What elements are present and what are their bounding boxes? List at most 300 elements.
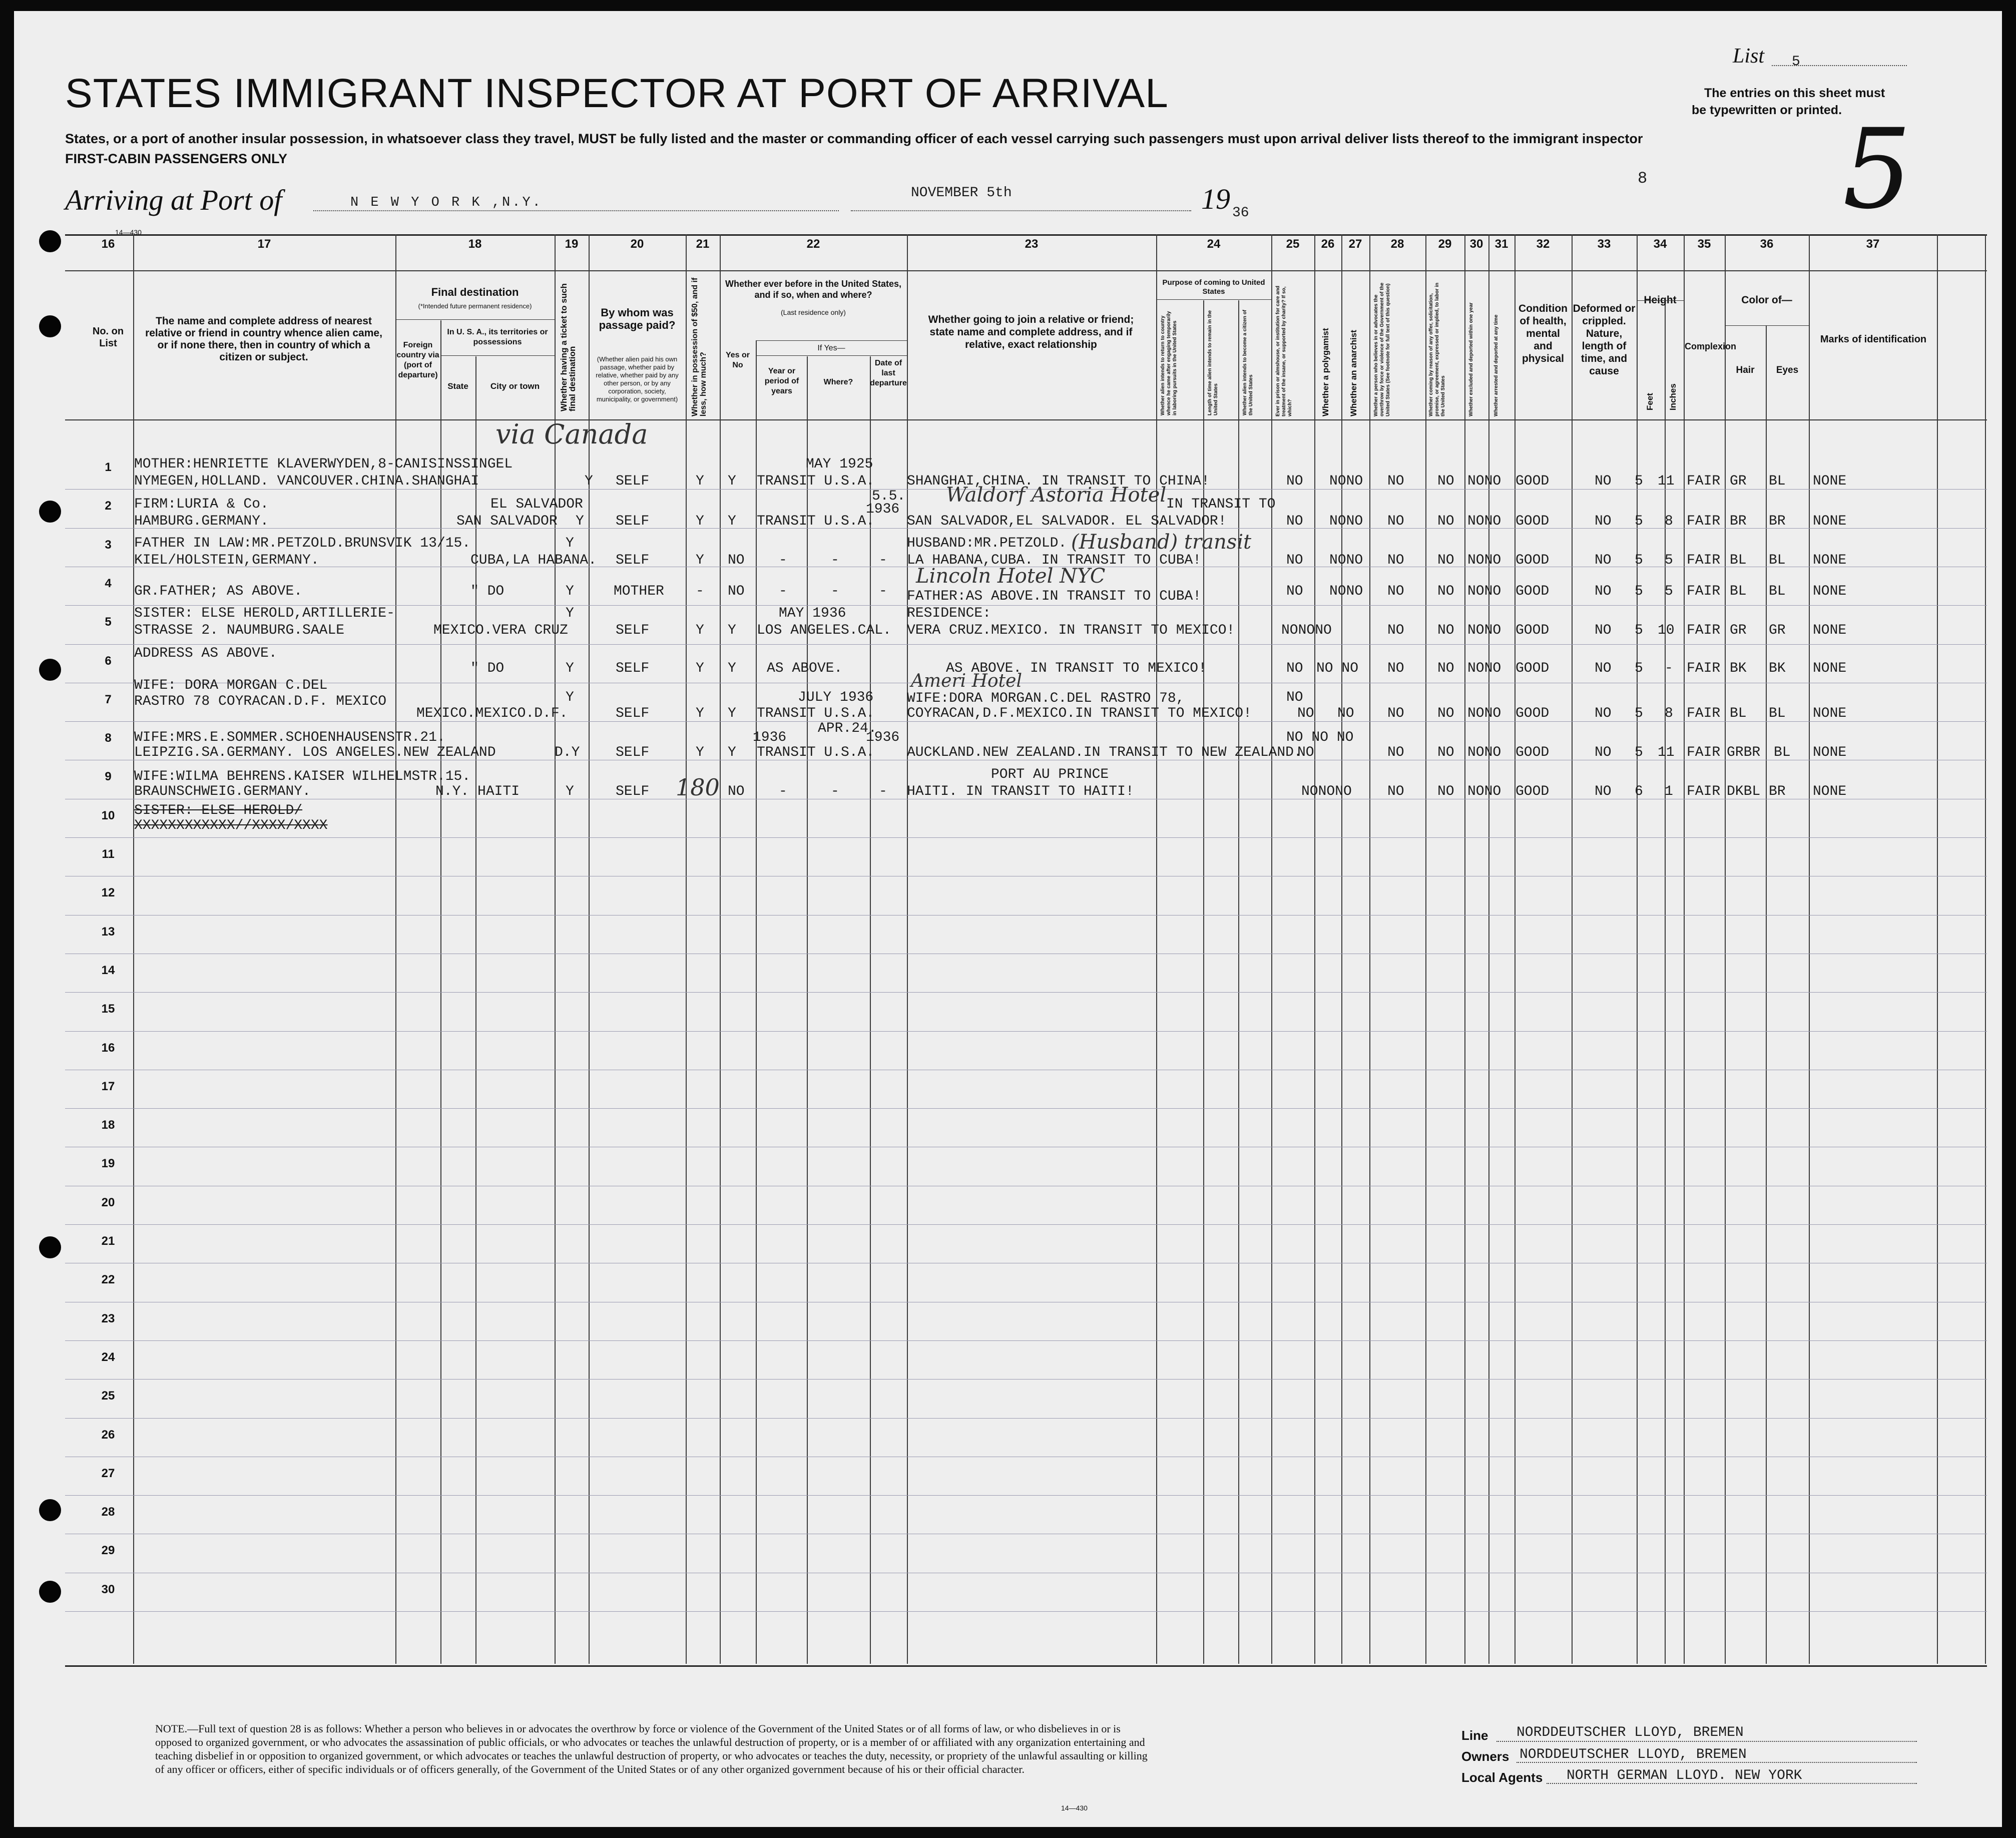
- row-rule: [65, 1418, 1987, 1419]
- table-cell: Y: [728, 661, 736, 676]
- table-cell: NO NO: [1316, 661, 1359, 676]
- table-cell: Y: [696, 474, 704, 489]
- header-inches: Inches: [1668, 383, 1678, 410]
- table-cell: AUCKLAND.NEW ZEALAND.IN TRANSIT TO NEW ZEALAND.: [907, 745, 1302, 760]
- table-cell: BL: [1730, 584, 1747, 599]
- row-rule: [65, 1031, 1987, 1032]
- table-cell: KIEL/HOLSTEIN,GERMANY.: [134, 553, 319, 568]
- table-cell: NO: [1387, 706, 1404, 721]
- table-cell: GOOD: [1516, 784, 1550, 799]
- table-cell: NO: [728, 784, 745, 799]
- table-cell: NONO: [1329, 553, 1363, 568]
- table-cell: IN TRANSIT TO: [1166, 497, 1276, 512]
- typewritten-note-2: be typewritten or printed.: [1692, 103, 1842, 117]
- table-cell: 5: [1635, 514, 1643, 529]
- header-ticket: Whether having a ticket to such final destination: [559, 283, 577, 411]
- table-cell: NONE: [1813, 784, 1847, 799]
- row-number: 8: [105, 731, 112, 745]
- table-cell: NO: [1437, 661, 1454, 676]
- col-number: 31: [1494, 237, 1508, 251]
- table-cell: GOOD: [1516, 553, 1550, 568]
- table-cell: AS ABOVE. IN TRANSIT TO MEXICO!: [946, 661, 1207, 676]
- header-deformed: Deformed or crippled. Nature, length of time, and cause: [1573, 303, 1636, 377]
- table-cell: 6: [1635, 784, 1643, 799]
- agents-value: NORTH GERMAN LLOYD. NEW YORK: [1567, 1768, 1802, 1783]
- table-cell: NONO: [1329, 514, 1363, 529]
- col-number: 30: [1469, 237, 1483, 251]
- header-arrested: Whether arrested and deported at any time: [1493, 314, 1499, 416]
- handwritten-note: Lincoln Hotel NYC: [916, 565, 1106, 588]
- col-rule: [1314, 234, 1315, 1664]
- table-cell: LA HABANA,CUBA. IN TRANSIT TO CUBA!: [907, 553, 1202, 568]
- column-number-rule: [65, 270, 1987, 271]
- row-number: 11: [102, 847, 115, 861]
- row-number: 23: [101, 1311, 115, 1325]
- table-cell: FAIR: [1687, 706, 1721, 721]
- row-number: 15: [101, 1002, 115, 1016]
- table-cell: NYMEGEN,HOLLAND. VANCOUVER.CHINA.SHANGHAI: [134, 474, 479, 489]
- row-number: 18: [101, 1118, 115, 1132]
- header-last-departure: Date of last departure: [870, 359, 907, 387]
- table-cell: -: [1665, 661, 1673, 676]
- table-cell: NONE: [1813, 706, 1847, 721]
- table-cell: NONONO: [1281, 623, 1332, 638]
- agents-label: Local Agents: [1461, 1770, 1543, 1785]
- table-cell: GRBR: [1727, 745, 1761, 760]
- table-cell: BR: [1769, 784, 1786, 799]
- row-number: 22: [101, 1273, 115, 1287]
- table-cell: 5: [1635, 706, 1643, 721]
- table-cell: FATHER:AS ABOVE.IN TRANSIT TO CUBA!: [907, 589, 1202, 604]
- table-cell: -: [879, 553, 887, 568]
- header-fifty-dollars: Whether in possession of $50, and if less, how much?: [691, 277, 708, 416]
- row-rule: [65, 1108, 1987, 1109]
- table-cell: -: [879, 584, 887, 599]
- table-cell: MEXICO.MEXICO.D.F.: [416, 706, 568, 721]
- table-cell: Y: [576, 514, 584, 529]
- table-cell: LEIPZIG.SA.GERMANY. LOS ANGELES.NEW ZEALAND: [134, 745, 496, 760]
- header-rule: [1725, 325, 1809, 326]
- row-rule: [65, 1224, 1987, 1225]
- table-cell: FAIR: [1687, 745, 1721, 760]
- header-purpose-citizen: Whether alien intends to become a citizen of the United States: [1242, 309, 1254, 415]
- table-cell: SELF: [616, 514, 650, 529]
- line-rule: [1496, 1741, 1917, 1742]
- table-cell: COYRACAN,D.F.MEXICO.IN TRANSIT TO MEXICO!: [907, 706, 1252, 721]
- table-cell: GOOD: [1516, 514, 1550, 529]
- table-cell: Y: [696, 661, 704, 676]
- col-rule: [395, 234, 396, 1664]
- table-cell: Y: [696, 623, 704, 638]
- port-value: N E W Y O R K ,N.Y.: [350, 195, 543, 210]
- first-cabin-label: FIRST-CABIN PASSENGERS ONLY: [65, 151, 288, 166]
- table-cell: PORT AU PRINCE: [991, 767, 1109, 782]
- row-number: 13: [101, 925, 115, 939]
- table-cell: TRANSIT U.S.A.: [757, 745, 875, 760]
- sheet-number: 8: [1638, 169, 1648, 188]
- table-cell: -: [779, 584, 787, 599]
- header-rule: [1637, 300, 1684, 301]
- row-number: 30: [101, 1582, 115, 1596]
- col-number: 36: [1760, 237, 1774, 251]
- table-cell: NONO: [1329, 474, 1363, 489]
- table-cell: WIFE:MRS.E.SOMMER.SCHOENHAUSENSTR.21.: [134, 730, 445, 745]
- table-cell: HAMBURG.GERMANY.: [134, 514, 269, 529]
- table-cell: 11: [1658, 745, 1675, 760]
- col-number: 19: [565, 237, 579, 251]
- table-cell: GR: [1730, 474, 1747, 489]
- table-cell: NONO: [1467, 706, 1501, 721]
- table-cell: NO: [1595, 745, 1612, 760]
- header-passage-paid-sub: (Whether alien paid his own passage, whether paid by relative, whether paid by any other person, or by any corporation, society, municipality, or government): [596, 355, 679, 403]
- row-number: 25: [101, 1389, 115, 1403]
- col-rule: [907, 234, 908, 1664]
- table-cell: FAIR: [1687, 661, 1721, 676]
- table-cell: SELF: [616, 553, 650, 568]
- table-cell: Y: [696, 514, 704, 529]
- form-code-bottom: 14—430: [1061, 1804, 1088, 1812]
- typewritten-note-1: The entries on this sheet must: [1704, 86, 1885, 100]
- table-cell: GOOD: [1516, 623, 1550, 638]
- table-cell: NO: [1437, 474, 1454, 489]
- table-cell: NONE: [1813, 623, 1847, 638]
- table-cell: Y: [728, 474, 736, 489]
- table-cell: D.Y: [555, 745, 580, 760]
- table-cell: 10: [1658, 623, 1675, 638]
- row-number: 20: [101, 1195, 115, 1209]
- table-cell: TRANSIT U.S.A.: [757, 514, 875, 529]
- owners-value: NORDDEUTSCHER LLOYD, BREMEN: [1520, 1747, 1747, 1762]
- table-cell: NONE: [1813, 661, 1847, 676]
- table-cell: TRANSIT U.S.A.: [757, 706, 875, 721]
- col-number: 29: [1438, 237, 1452, 251]
- header-city: City or town: [490, 381, 540, 391]
- table-cell: NO: [1297, 745, 1314, 760]
- header-eyes: Eyes: [1776, 365, 1799, 375]
- table-cell: NONONO: [1301, 784, 1352, 799]
- table-cell: SELF: [616, 474, 650, 489]
- table-cell: NO NO NO: [1286, 730, 1354, 745]
- table-cell: 5: [1635, 745, 1643, 760]
- table-cell: WIFE:DORA MORGAN.C.DEL RASTRO 78,: [907, 691, 1185, 706]
- table-cell: 5: [1635, 661, 1643, 676]
- list-label: List: [1733, 45, 1765, 68]
- table-cell: FAIR: [1687, 474, 1721, 489]
- table-cell: EL SALVADOR: [490, 497, 583, 512]
- header-height: Height: [1644, 294, 1677, 306]
- table-cell: 1936: [753, 730, 787, 745]
- table-cell: TRANSIT U.S.A.: [757, 474, 875, 489]
- table-cell: Y: [728, 706, 736, 721]
- table-cell: NONO: [1467, 784, 1501, 799]
- table-cell: -: [696, 584, 704, 599]
- row-number: 1: [105, 461, 112, 474]
- table-cell: NO: [1286, 690, 1303, 705]
- table-cell: NONO: [1467, 745, 1501, 760]
- row-number: 4: [105, 576, 112, 590]
- col-rule: [1488, 234, 1489, 1664]
- col-rule: [686, 234, 687, 1664]
- table-cell: " DO: [470, 584, 505, 599]
- header-rule: [395, 319, 555, 320]
- table-cell: 1936: [866, 730, 900, 745]
- row-rule: [65, 837, 1987, 838]
- col-rule: [870, 356, 871, 1664]
- table-cell: 5: [1665, 553, 1673, 568]
- table-cell: BL: [1769, 553, 1786, 568]
- table-cell: NO: [1286, 661, 1303, 676]
- header-color-of: Color of—: [1741, 294, 1792, 306]
- table-cell: NO: [1297, 706, 1314, 721]
- table-cell: 5: [1635, 553, 1643, 568]
- col-rule: [1766, 325, 1767, 1664]
- header-health: Condition of health, mental and physical: [1519, 303, 1568, 364]
- table-cell: Y: [728, 623, 736, 638]
- row-rule: [65, 1379, 1987, 1380]
- table-cell: -: [779, 784, 787, 799]
- table-cell: NO: [1595, 514, 1612, 529]
- table-cell: HUSBAND:MR.PETZOLD.: [907, 536, 1067, 551]
- table-cell: -: [831, 784, 839, 799]
- table-cell: FAIR: [1687, 514, 1721, 529]
- table-cell: GOOD: [1516, 584, 1550, 599]
- table-cell: NO: [1387, 584, 1404, 599]
- row-number: 28: [101, 1505, 115, 1519]
- col-rule: [1156, 234, 1157, 1664]
- col-number: 32: [1536, 237, 1550, 251]
- col-number: 24: [1207, 237, 1221, 251]
- col-number: 35: [1697, 237, 1711, 251]
- list-number: 5: [1792, 54, 1800, 70]
- table-cell: VERA CRUZ.MEXICO. IN TRANSIT TO MEXICO!: [907, 623, 1235, 638]
- table-cell: NO: [1595, 553, 1612, 568]
- header-rule: [756, 355, 907, 356]
- row-number: 7: [105, 692, 112, 706]
- col-rule: [1572, 234, 1573, 1664]
- row-number: 26: [101, 1428, 115, 1442]
- table-cell: BR: [1730, 514, 1747, 529]
- header-last-residence: (Last residence only): [781, 308, 846, 316]
- table-cell: RESIDENCE:: [907, 606, 991, 621]
- table-cell: Y: [585, 474, 593, 489]
- table-cell: NO: [1437, 514, 1454, 529]
- table-cell: GOOD: [1516, 661, 1550, 676]
- handwritten-note: 180: [676, 774, 720, 801]
- port-line: [313, 210, 839, 211]
- table-cell: Y: [728, 745, 736, 760]
- table-cell: NONO: [1467, 661, 1501, 676]
- table-cell: FAIR: [1687, 584, 1721, 599]
- col-rule: [1937, 234, 1938, 1664]
- table-cell: 8: [1665, 706, 1673, 721]
- header-if-yes: If Yes—: [817, 344, 845, 352]
- table-cell: NO: [1387, 474, 1404, 489]
- table-cell: 11: [1658, 474, 1675, 489]
- col-number: 17: [257, 237, 271, 251]
- table-cell: NO: [728, 553, 745, 568]
- col-rule: [1725, 234, 1726, 1664]
- col-rule: [1369, 234, 1370, 1664]
- col-rule: [756, 340, 757, 1664]
- header-prison: Ever in prison or almshouse, or institution for care and treatment of the insane, or supported by charity? If so, which?: [1275, 285, 1293, 416]
- row-number: 2: [105, 499, 112, 513]
- table-cell: Y: [566, 584, 574, 599]
- table-cell: NO: [1286, 474, 1303, 489]
- handwritten-note: via Canada: [495, 418, 648, 450]
- table-cell: BL: [1730, 706, 1747, 721]
- table-cell: DKBL: [1727, 784, 1761, 799]
- table-cell: NO: [1595, 661, 1612, 676]
- table-cell: NONO: [1467, 474, 1501, 489]
- table-cell: NO: [1437, 623, 1454, 638]
- table-cell: NO: [1286, 514, 1303, 529]
- row-number: 19: [101, 1157, 115, 1171]
- year-suffix: 36: [1232, 205, 1249, 221]
- table-cell: MAY 1936: [779, 606, 846, 621]
- col-rule: [1985, 234, 1986, 1664]
- row-number: 3: [105, 538, 112, 552]
- col-rule: [1665, 300, 1666, 1664]
- table-cell: BK: [1730, 661, 1747, 676]
- year-prefix: 19: [1201, 183, 1230, 215]
- punch-hole: [39, 1499, 61, 1521]
- table-cell: AS ABOVE.: [767, 661, 843, 676]
- table-cell: NO: [1595, 584, 1612, 599]
- table-cell: SELF: [616, 745, 650, 760]
- table-cell: 5: [1635, 584, 1643, 599]
- table-cell: GR.FATHER; AS ABOVE.: [134, 584, 303, 599]
- table-cell: GOOD: [1516, 706, 1550, 721]
- table-cell: WIFE: DORA MORGAN C.DEL: [134, 678, 328, 693]
- table-cell: Y: [566, 784, 574, 799]
- table-cell: 1: [1665, 784, 1673, 799]
- col-number: 34: [1653, 237, 1667, 251]
- table-cell: NO: [1595, 706, 1612, 721]
- table-cell: FAIR: [1687, 784, 1721, 799]
- punch-hole: [39, 1581, 61, 1603]
- table-cell: SELF: [616, 784, 650, 799]
- header-ever-in-us: Whether ever before in the United States, and if so, when and where?: [725, 279, 902, 300]
- table-cell: FAIR: [1687, 623, 1721, 638]
- table-cell: NO: [1387, 623, 1404, 638]
- col-number: 18: [468, 237, 482, 251]
- table-cell: 5: [1635, 474, 1643, 489]
- table-cell: NONE: [1813, 514, 1847, 529]
- table-cell: NO: [1595, 623, 1612, 638]
- table-cell: NO: [1437, 553, 1454, 568]
- header-rule: [1156, 299, 1271, 300]
- table-cell: NO: [1387, 784, 1404, 799]
- header-final-destination: Final destination: [431, 286, 519, 298]
- table-cell: Y: [696, 553, 704, 568]
- header-year-period: Year or period of years: [764, 367, 799, 395]
- table-cell: BL: [1769, 584, 1786, 599]
- table-cell: NONE: [1813, 474, 1847, 489]
- table-cell: -: [779, 553, 787, 568]
- col-number: 23: [1025, 237, 1039, 251]
- punch-hole: [39, 659, 61, 681]
- table-cell: BR: [1769, 514, 1786, 529]
- col-rule: [1637, 234, 1638, 1664]
- table-cell: LOS ANGELES.CAL.: [757, 623, 891, 638]
- header-relative-address: The name and complete address of nearest relative or friend in country whence alien came, or if none there, then in country of which a citizen or subject.: [145, 315, 382, 363]
- table-cell: NO: [1437, 745, 1454, 760]
- table-cell: NO: [1387, 745, 1404, 760]
- table-cell: NO: [1437, 584, 1454, 599]
- table-cell: NONE: [1813, 553, 1847, 568]
- table-cell: N.Y. HAITI: [435, 784, 520, 799]
- row-rule: [65, 1340, 1987, 1341]
- form-instructions: States, or a port of another insular possession, in whatsoever class they travel, MUST be fully listed and the master or commanding officer of each vessel carrying such passengers must upon arrival deliver lists thereof to the immigrant inspector: [65, 131, 1643, 146]
- table-cell: CUBA,LA HABANA.: [470, 553, 597, 568]
- table-cell: NO: [1437, 706, 1454, 721]
- table-cell: NONE: [1813, 745, 1847, 760]
- row-number: 29: [101, 1544, 115, 1558]
- table-cell: FIRM:LURIA & Co.: [134, 497, 269, 512]
- table-cell: SELF: [616, 706, 650, 721]
- table-cell: FAIR: [1687, 553, 1721, 568]
- table-cell: SISTER: ELSE HEROLD,ARTILLERIE-: [134, 606, 395, 621]
- col-number: 26: [1321, 237, 1335, 251]
- header-marks: Marks of identification: [1820, 334, 1927, 345]
- list-number-line: [1772, 65, 1907, 66]
- table-cell: 5.5.: [872, 489, 906, 504]
- table-cell: SHANGHAI,CHINA. IN TRANSIT TO CHINA!: [907, 474, 1210, 489]
- table-cell: NO: [1437, 784, 1454, 799]
- table-cell: NONO: [1467, 514, 1501, 529]
- table-cell: NONE: [1813, 584, 1847, 599]
- handwritten-note: (Husband) transit: [1071, 531, 1252, 554]
- table-cell: 5: [1635, 623, 1643, 638]
- col-number: 33: [1597, 237, 1611, 251]
- table-cell: NO: [1595, 474, 1612, 489]
- row-number: 27: [101, 1466, 115, 1480]
- line-value: NORDDEUTSCHER LLOYD, BREMEN: [1517, 1725, 1744, 1740]
- col-number: 16: [101, 237, 115, 251]
- date-value: NOVEMBER 5th: [911, 185, 1012, 201]
- row-number: 16: [101, 1041, 115, 1055]
- table-cell: BL: [1730, 553, 1747, 568]
- handwritten-page-number: 5: [1830, 105, 1923, 233]
- table-cell-struck: XXXXXXXXXXXX//XXXX/XXXX: [134, 818, 328, 833]
- table-cell: -: [831, 553, 839, 568]
- table-cell: HAITI. IN TRANSIT TO HAITI!: [907, 784, 1134, 799]
- col-number: 27: [1348, 237, 1362, 251]
- col-rule: [1515, 234, 1516, 1664]
- table-cell: GOOD: [1516, 745, 1550, 760]
- table-cell: NO: [1595, 784, 1612, 799]
- date-line: [851, 210, 1191, 211]
- punch-hole: [39, 230, 61, 252]
- header-complexion: Complexion: [1685, 341, 1737, 351]
- col-rule: [133, 234, 134, 1664]
- header-where: Where?: [823, 378, 853, 386]
- header-rule: [756, 340, 907, 341]
- header-excluded: Whether excluded and deported within one year: [1468, 302, 1474, 416]
- table-cell: NONO: [1329, 584, 1363, 599]
- table-cell: NO: [1387, 553, 1404, 568]
- row-number: 17: [101, 1079, 115, 1093]
- table-cell: BL: [1774, 745, 1791, 760]
- table-cell: 5: [1665, 584, 1673, 599]
- row-rule: [65, 721, 1987, 722]
- table-cell: GR: [1769, 623, 1786, 638]
- col-number: 20: [630, 237, 644, 251]
- row-number: 24: [101, 1350, 115, 1364]
- header-list-number: No. on List: [92, 326, 124, 349]
- table-cell: GOOD: [1516, 474, 1550, 489]
- form-code-top: 14—430: [115, 228, 142, 236]
